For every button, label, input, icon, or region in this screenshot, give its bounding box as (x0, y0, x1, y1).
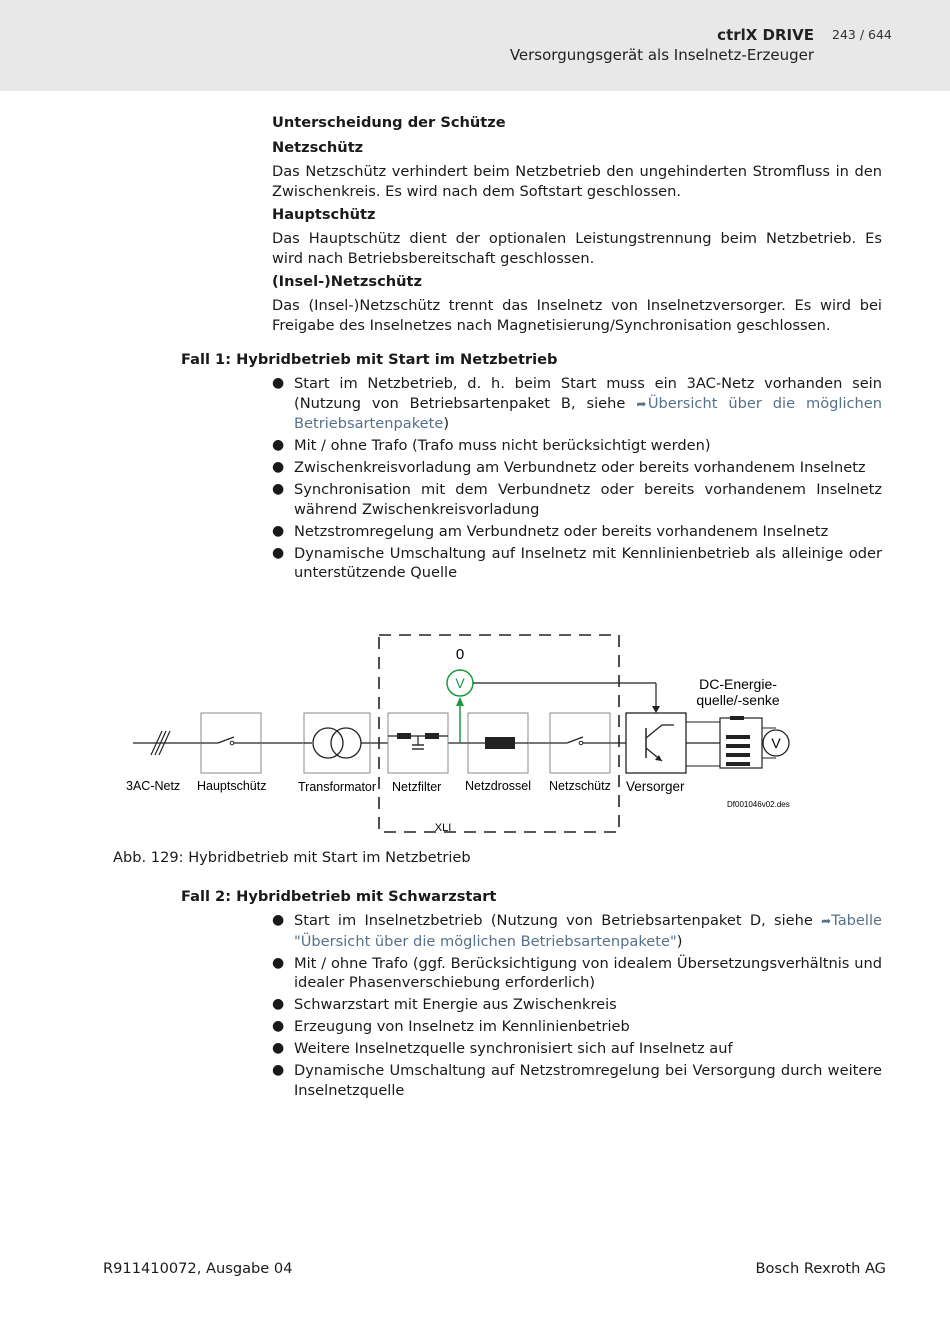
cross-reference-link[interactable]: Tabelle "Übersicht über die möglichen Betriebsartenpakete" (294, 912, 882, 950)
transformer-symbol (304, 713, 370, 773)
term-title: Netzschütz (272, 139, 364, 156)
dc-label-line2: quelle/-senke (696, 692, 780, 708)
net-contactor-label: Netzschütz (549, 779, 611, 793)
chapter-title: Versorgungsgerät als Inselnetz-Erzeuger (509, 46, 814, 64)
circuit-diagram (0, 620, 950, 845)
bullet-list (272, 911, 882, 1103)
bullet-icon: ● (272, 996, 285, 1012)
term-description: Das Netzschütz verhindert beim Netzbetrieb den ungehinderten Stromfluss in den Zwischenkreis. Es wird nach dem Softstart geschlossen. (272, 163, 882, 200)
zero-label: 0 (455, 646, 465, 663)
list-item: ● Weitere Inselnetzquelle synchronisiert sich auf Inselnetz auf (272, 1040, 733, 1057)
cross-reference-arrow-icon: ➦ (636, 396, 647, 411)
case-heading: Fall 2: Hybridbetrieb mit Schwarzstart (181, 888, 497, 905)
list-item: ● Mit / ohne Trafo (Trafo muss nicht berücksichtigt werden) (272, 437, 711, 454)
bullet-icon: ● (272, 437, 285, 453)
product-title: ctrlX DRIVE (717, 26, 814, 44)
list-item: ● Dynamische Umschaltung auf Netzstromregelung bei Versorgung durch weitere Inselnetzquelle (272, 1062, 882, 1099)
figure-caption: Abb. 129: Hybridbetrieb mit Start im Netzbetrieb (113, 849, 471, 866)
document-number: R911410072, Ausgabe 04 (103, 1260, 293, 1277)
list-item: ● Zwischenkreisvorladung am Verbundnetz oder bereits vorhandenem Inselnetz (272, 459, 866, 476)
list-item: ● Netzstromregelung am Verbundnetz oder bereits vorhandenem Inselnetz (272, 522, 829, 540)
line-choke-symbol (468, 713, 528, 773)
section-heading: Unterscheidung der Schütze (272, 114, 506, 131)
bullet-icon: ● (272, 459, 285, 475)
bullet-icon: ● (272, 1062, 285, 1078)
list-item: ● Dynamische Umschaltung auf Inselnetz mit Kennlinienbetrieb als alleinige oder unterstützende Quelle (272, 544, 882, 581)
dc-energy-source-symbol (686, 716, 789, 768)
bullet-icon: ● (272, 912, 285, 928)
term-title: Hauptschütz (272, 206, 376, 223)
bullet-icon: ● (272, 522, 285, 539)
net-contactor-symbol (550, 713, 610, 773)
term-description: Das Hauptschütz dient der optionalen Leistungstrennung beim Netzbetrieb. Es wird nach Betriebsbereitschaft geschlossen. (272, 230, 882, 267)
list-item: ● Erzeugung von Inselnetz im Kennlinienbetrieb (272, 1018, 630, 1035)
bullet-icon: ● (272, 481, 285, 497)
cross-reference-arrow-icon: ➦ (821, 914, 832, 928)
cross-reference-link[interactable]: Übersicht über die möglichen Betriebsartenpakete (294, 394, 882, 432)
bullet-icon: ● (272, 1018, 285, 1034)
main-contactor-label: Hauptschütz (197, 779, 267, 793)
list-item: ● Start im Inselnetzbetrieb (Nutzung von Betriebsartenpaket D, siehe ➦Tabelle "Übersicht über die möglichen Betriebsartenpakete") (272, 912, 882, 950)
supply-unit-symbol (626, 713, 686, 773)
page-number: 243 / 644 (832, 27, 892, 42)
bullet-icon: ● (272, 954, 285, 971)
net-label: 3AC-Netz (126, 779, 181, 793)
voltage-meter-label: V (455, 675, 465, 691)
file-id-label: Df001046v02.des (727, 800, 790, 809)
term-description: Das (Insel-)Netzschütz trennt das Inselnetz von Inselnetzversorger. Es wird bei Freigabe des Inselnetzes nach Magnetisierung/Synchronisation geschlossen. (272, 297, 882, 334)
list-item: ● Schwarzstart mit Energie aus Zwischenkreis (272, 996, 617, 1013)
list-item: ● Mit / ohne Trafo (ggf. Berücksichtigung von idealem Übersetzungsverhältnis und idealer Phasenverschiebung erforderlich) (272, 954, 882, 991)
dc-label-line1: DC-Energie- (699, 676, 777, 692)
list-item: ● Synchronisation mit dem Verbundnetz oder bereits vorhandenem Inselnetz während Zwischenkreisvorladung (272, 481, 882, 518)
dc-voltage-meter-label: V (771, 735, 781, 751)
transformer-label: Transformator (298, 780, 377, 794)
xli-label: XLI (434, 822, 452, 834)
list-item: ● Start im Netzbetrieb, d. h. beim Start muss ein 3AC-Netz vorhanden sein (Nutzung von Betriebsartenpaket B, siehe ➦ Übersicht über die möglichen Betriebsartenpakete) (272, 375, 882, 432)
filter-label: Netzfilter (392, 780, 442, 794)
line-filter-symbol (388, 713, 448, 773)
page-header (0, 0, 950, 91)
bullet-icon: ● (272, 544, 285, 561)
bullet-list (272, 374, 882, 585)
company-name: Bosch Rexroth AG (755, 1260, 886, 1277)
supply-label: Versorger (626, 779, 685, 794)
term-title: (Insel-)Netzschütz (272, 273, 422, 290)
case-heading: Fall 1: Hybridbetrieb mit Start im Netzbetrieb (181, 351, 558, 368)
choke-label: Netzdrossel (465, 779, 531, 793)
bullet-icon: ● (272, 1040, 285, 1056)
bullet-icon: ● (272, 375, 285, 391)
main-contactor-symbol (201, 713, 261, 773)
